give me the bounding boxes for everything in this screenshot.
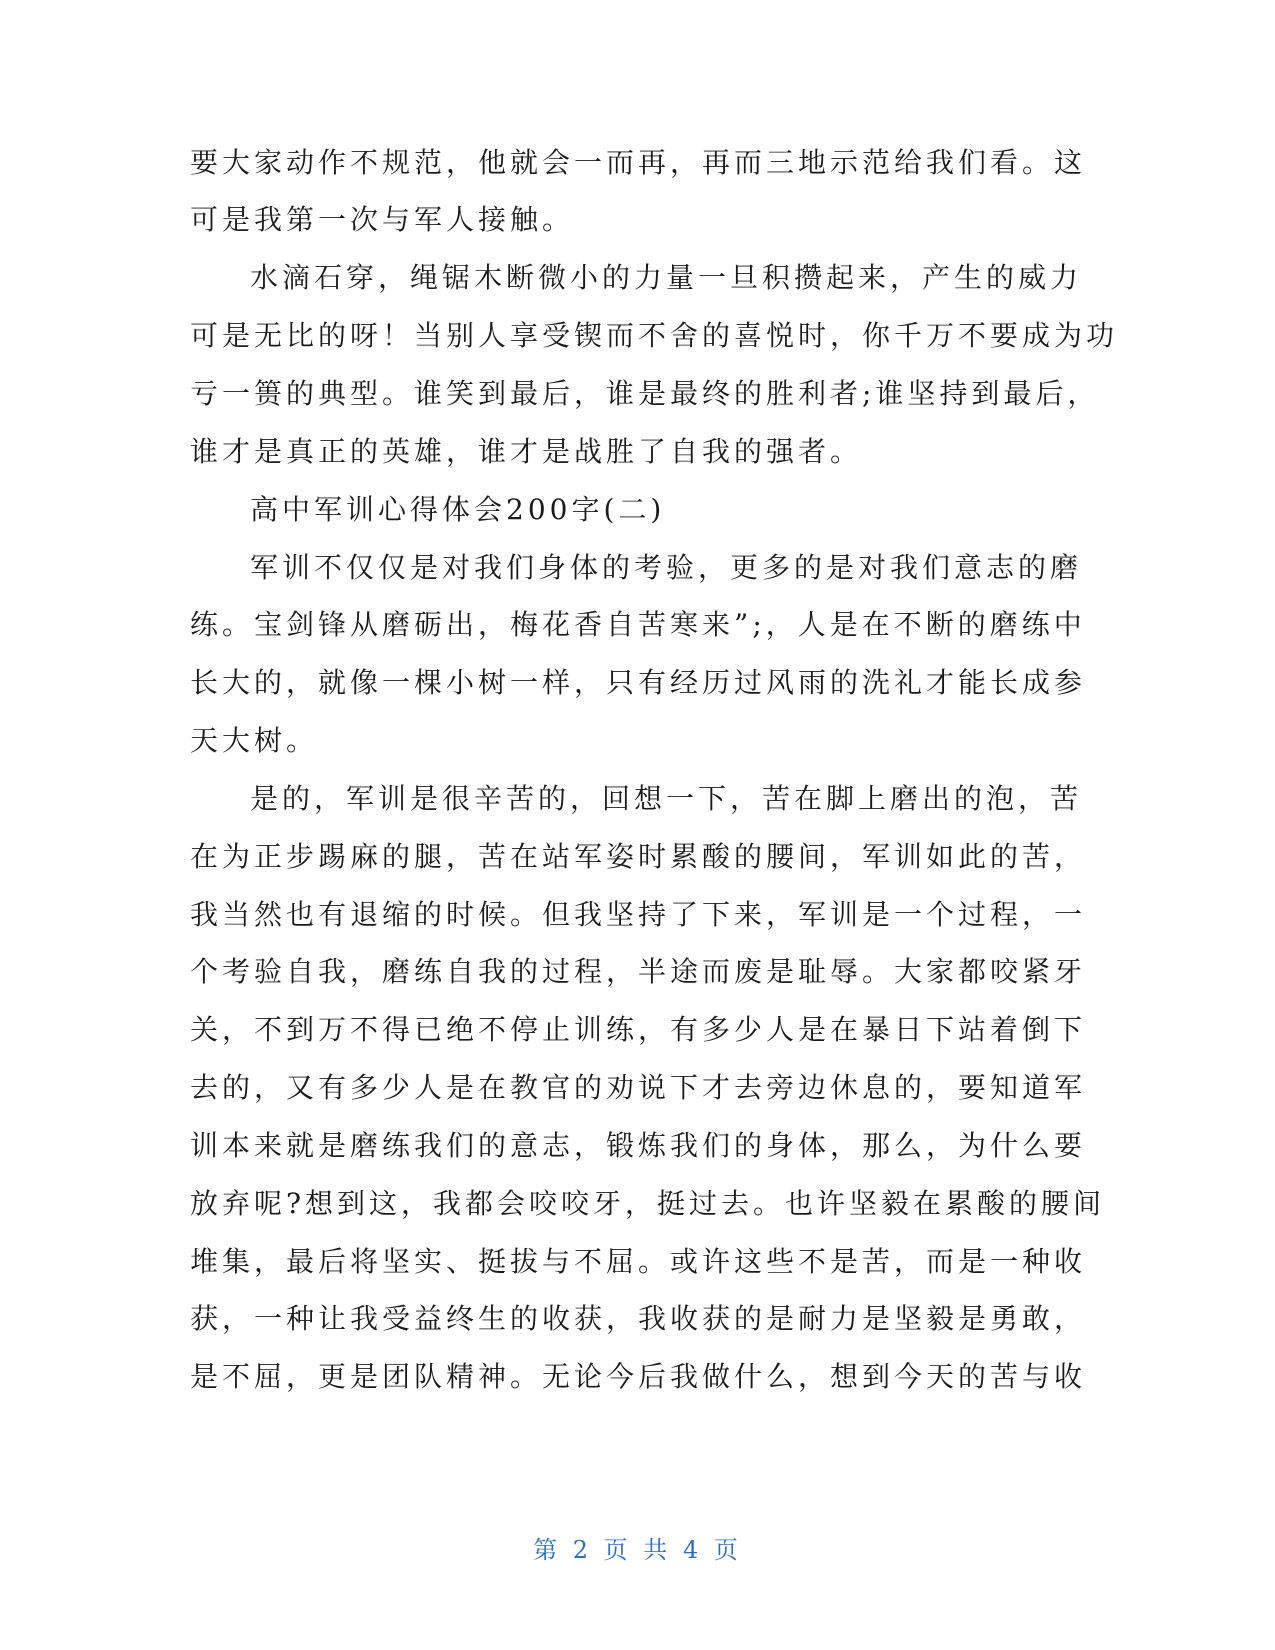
section-heading: 高中军训心得体会200字(二)	[250, 493, 666, 526]
text-line: 训本来就是磨练我们的意志，锻炼我们的身体，那么，为什么要	[190, 1129, 1087, 1162]
text-line: 是的，军训是很辛苦的，回想一下，苦在脚上磨出的泡，苦	[250, 782, 1083, 815]
text-line: 获，一种让我受益终生的收获，我收获的是耐力是坚毅是勇敢，	[190, 1302, 1087, 1335]
text-line: 长大的，就像一棵小树一样，只有经历过风雨的洗礼才能长成参	[190, 666, 1087, 699]
text-line: 堆集，最后将坚实、挺拔与不屈。或许这些不是苦，而是一种收	[190, 1245, 1087, 1278]
text-line: 亏一篑的典型。谁笑到最后，谁是最终的胜利者;谁坚持到最后，	[190, 377, 1100, 410]
text-line: 水滴石穿，绳锯木断微小的力量一旦积攒起来，产生的威力	[250, 261, 1083, 294]
text-line: 练。宝剑锋从磨砺出，梅花香自苦寒来”;，人是在不断的磨练中	[190, 608, 1086, 641]
text-line: 关，不到万不得已绝不停止训练，有多少人是在暴日下站着倒下	[190, 1013, 1087, 1046]
text-line: 是不屈，更是团队精神。无论今后我做什么，想到今天的苦与收	[190, 1360, 1087, 1393]
text-line: 在为正步踢麻的腿，苦在站军姿时累酸的腰间，军训如此的苦，	[190, 840, 1087, 873]
text-line: 可是无比的呀！当别人享受锲而不舍的喜悦时，你千万不要成为功	[190, 319, 1119, 352]
text-line: 放弃呢?想到这，我都会咬咬牙，挺过去。也许坚毅在累酸的腰间	[190, 1187, 1106, 1220]
page-number-footer: 第 2 页 共 4 页	[533, 1536, 742, 1564]
text-line: 要大家动作不规范，他就会一而再，再而三地示范给我们看。这	[190, 146, 1087, 179]
text-line: 军训不仅仅是对我们身体的考验，更多的是对我们意志的磨	[250, 551, 1083, 584]
text-line: 个考验自我，磨练自我的过程，半途而废是耻辱。大家都咬紧牙	[190, 955, 1087, 988]
text-line: 去的，又有多少人是在教官的劝说下才去旁边休息的，要知道军	[190, 1071, 1087, 1104]
text-line: 我当然也有退缩的时候。但我坚持了下来，军训是一个过程，一	[190, 898, 1087, 931]
text-line: 可是我第一次与军人接触。	[190, 203, 575, 236]
text-line: 天大树。	[190, 724, 319, 757]
text-line: 谁才是真正的英雄，谁才是战胜了自我的强者。	[190, 435, 863, 468]
